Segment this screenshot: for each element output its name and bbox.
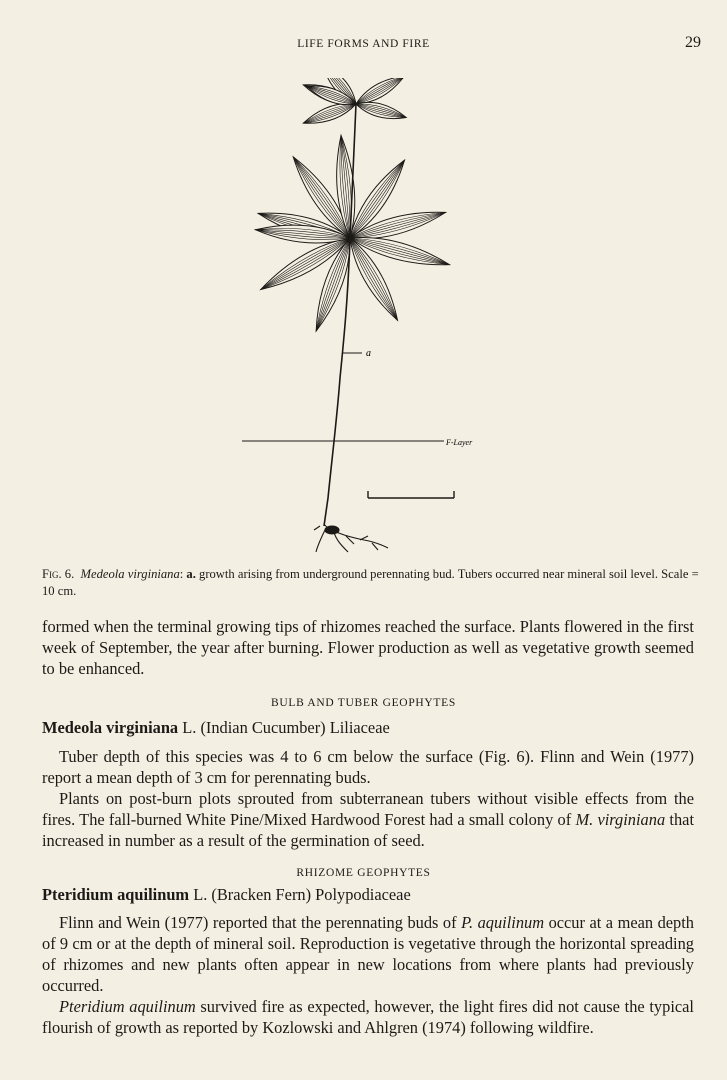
para-text: that increased in number as a result of the germination of seed. — [42, 810, 694, 850]
running-head: LIFE FORMS AND FIRE — [297, 38, 430, 50]
species-name: Medeola virginiana — [42, 718, 179, 737]
species-italic: M. virginiana — [575, 810, 666, 829]
page-number: 29 — [685, 34, 701, 51]
section-heading-rhizome: RHIZOME GEOPHYTES — [296, 867, 431, 879]
species-italic: Pteridium aquilinum — [59, 997, 196, 1016]
para-text: occur at a mean depth of 9 cm or at the depth of mineral soil. Reproduction is vegetative through the horizontal spreading of rhizomes and new plants often appear in new locations from where plants had previously occurred. — [42, 913, 694, 995]
para-text: survived fire as expected, however, the light fires did not cause the typical flourish of growth as reported by Kozlowski and Ahlgren (1974) following wildfire. — [42, 997, 694, 1037]
species-authority: L. (Bracken Fern) Polypodiaceae — [189, 885, 411, 904]
caption-species: Medeola virginiana — [80, 567, 180, 581]
intro-text: formed when the terminal growing tips of rhizomes reached the surface. Plants flowered in the first week of September, the year after burning. Flower production as well as vegetative growth seemed to be enhanced. — [42, 617, 694, 678]
caption-figure-label: Fig. 6. — [42, 567, 75, 581]
plant-illustration — [236, 78, 496, 562]
section1-paragraph-1: Tuber depth of this species was 4 to 6 cm below the surface (Fig. 6). Flinn and Wein (1977) report a mean depth of 3 cm for perennating buds. — [42, 747, 694, 787]
species-heading-medeola — [42, 718, 390, 738]
section1-paragraph-2 — [42, 788, 694, 851]
tuber-and-roots — [314, 524, 388, 552]
section-heading-bulb-tuber: BULB AND TUBER GEOPHYTES — [271, 697, 456, 709]
leaf-whorls — [255, 78, 449, 331]
species-name: Pteridium aquilinum — [42, 885, 190, 904]
stem-label-a: a — [366, 348, 371, 359]
intro-paragraph — [42, 616, 694, 679]
figure-caption: Fig. 6. Medeola virginiana: a. growth arising from underground perennating bud. Tubers occurred near mineral soil level. Scale = 10 cm. — [42, 567, 699, 598]
species-authority: L. (Indian Cucumber) Liliaceae — [178, 718, 390, 737]
section2-paragraph-2 — [42, 996, 694, 1038]
caption-text: growth arising from underground perennating bud. Tubers occurred near mineral soil level. Scale = 10 cm. — [42, 567, 699, 598]
caption-part-label: a. — [186, 567, 196, 581]
scale-bar — [368, 491, 454, 498]
section1-body — [42, 746, 694, 851]
para-text: Flinn and Wein (1977) reported that the perennating buds of — [59, 913, 462, 932]
section2-body — [42, 912, 694, 1038]
species-italic: P. aquilinum — [461, 913, 545, 932]
para-text: Plants on post-burn plots sprouted from subterranean tubers without visible effects from the fires. The fall-burned White Pine/Mixed Hardwood Forest had a small colony of — [42, 789, 694, 829]
species-heading-pteridium — [42, 885, 411, 905]
f-layer-label: F-Layer — [446, 438, 473, 447]
section2-paragraph-1 — [42, 912, 694, 996]
